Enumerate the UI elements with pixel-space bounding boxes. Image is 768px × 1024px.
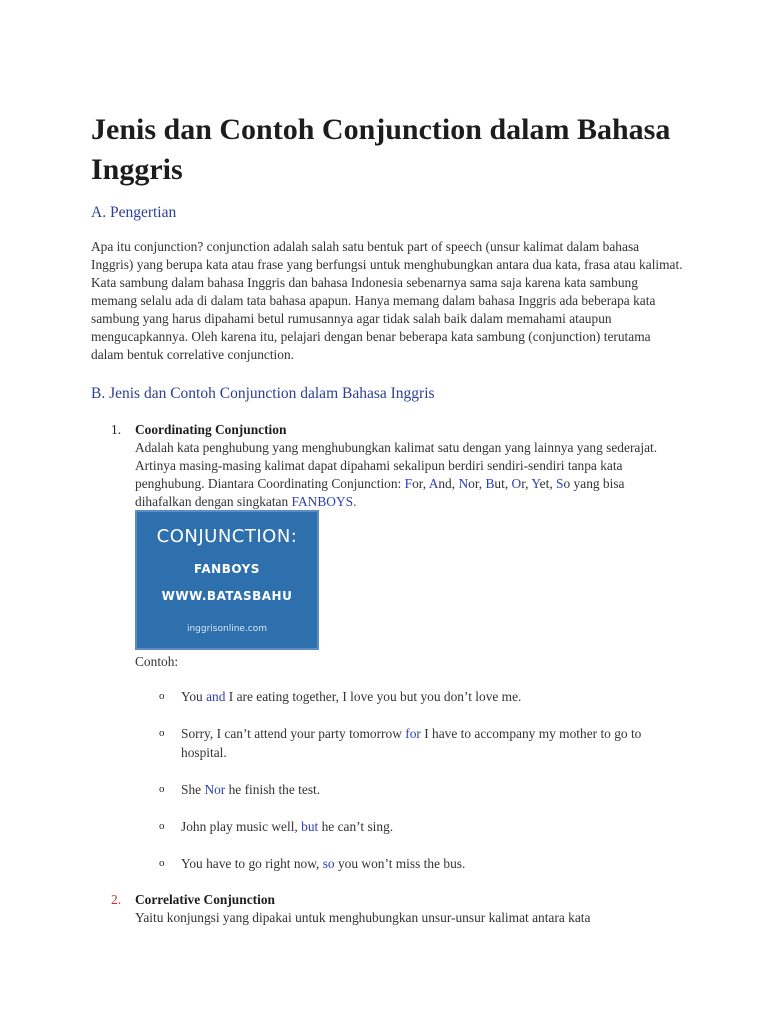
fanboys-word	[458, 476, 478, 491]
fanboys-initial: B	[485, 476, 495, 491]
item-text-coordinating: Adalah kata penghubung yang menghubungkan kalimat satu dengan yang lainnya yang sederajat. Artinya masing-masing kalimat dapat dipahami sekalipun berdiri sendiri-sendiri tanpa kata penghubung. Diantara Coordinating Conjunction: For, And, Nor, But, Or, Yet, So yang bisa dihafalkan dengan singkatan FANBOYS.	[135, 440, 658, 509]
example-text: John play music well,	[181, 819, 302, 834]
item-title-coordinating: Coordinating Conjunction	[135, 422, 287, 437]
example-conjunction: Nor	[204, 782, 226, 797]
item-text-correlative: Yaitu konjungsi yang dipakai untuk menghubungkan unsur-unsur kalimat antara kata	[135, 910, 591, 925]
example-text: he finish the test.	[225, 782, 321, 797]
image-line-fanboys: FANBOYS	[194, 562, 260, 576]
image-line-title: CONJUNCTION:	[156, 526, 298, 547]
list-number: 1.	[111, 422, 122, 437]
fanboys-word	[429, 476, 452, 491]
example-text: I are eating together, I love you but you don’t love me.	[225, 689, 522, 704]
fanboys-rest: et	[539, 476, 550, 491]
fanboys-initial: A	[428, 476, 439, 491]
fanboys-word	[556, 476, 570, 491]
fanboys-rest: r	[521, 476, 526, 491]
fanboys-rest: nd	[438, 476, 452, 491]
intro-text: Adalah kata penghubung yang menghubungkan kalimat satu dengan yang lainnya yang sederajat. Artinya masing-masing kalimat dapat dipahami sekalipun berdiri sendiri-sendiri tanpa kata penghubung. Diantara Coordinating Conjunction:	[135, 440, 658, 491]
fanboys-initial: N	[458, 476, 469, 491]
example-conjunction: and	[206, 689, 226, 704]
example-text: he can’t sing.	[318, 819, 394, 834]
fanboys-initial: O	[511, 476, 522, 491]
fanboys-word	[405, 476, 423, 491]
example-item	[181, 854, 676, 873]
example-text: Sorry, I can’t attend your party tomorrow	[181, 726, 406, 741]
item-title-correlative: Correlative Conjunction	[135, 892, 275, 907]
section-b-heading: B. Jenis dan Contoh Conjunction dalam Bahasa Inggris	[91, 385, 435, 402]
bullet: o	[159, 857, 165, 869]
example-text: She	[181, 782, 205, 797]
section-a-paragraph: Apa itu conjunction? conjunction adalah salah satu bentuk part of speech (unsur kalimat dalam bahasa Inggris) yang berupa kata atau frase yang berfungsi untuk menghubungkan antara dua kata, frasa atau kalimat. Kata sambung dalam bahasa Inggris dan bahasa Indonesia sebenarnya sama saja karena kata sambung memang selalu ada di dalam tata bahasa apapun. Hanya memang dalam bahasa Inggris ada beberapa kata sambung yang harus dipahami betul rumusannya agar tidak salah baik dalam memahami ataupun mengucapkannya. Oleh karena itu, pelajari dengan benar beberapa kata sambung (conjunction) terutama dalam bentuk correlative conjunction.	[91, 239, 683, 362]
section-a-heading: A. Pengertian	[91, 204, 177, 221]
bullet: o	[159, 783, 165, 795]
bullet: o	[159, 727, 165, 739]
fanboys-rest: or	[412, 476, 423, 491]
fanboys-rest: or	[468, 476, 479, 491]
fanboys-image	[135, 510, 319, 650]
list-number: 2.	[111, 892, 122, 907]
page-title: Jenis dan Contoh Conjunction dalam Bahasa Inggris	[91, 113, 671, 186]
example-item	[181, 780, 676, 799]
example-conjunction: so	[322, 856, 335, 871]
image-line-site: WWW.BATASBAHU	[161, 589, 293, 603]
image-line-watermark: inggrisonline.com	[186, 624, 268, 634]
example-text: You	[181, 689, 207, 704]
example-item	[181, 687, 676, 706]
fanboys-list: For, And, Nor, But, Or, Yet, So	[404, 476, 571, 491]
example-conjunction: but	[301, 819, 319, 834]
example-text: You have to go right now,	[181, 856, 323, 871]
bullet: o	[159, 820, 165, 832]
fanboys-word	[531, 476, 549, 491]
fanboys-initial: F	[404, 476, 413, 491]
fanboys-acronym: FANBOYS	[291, 494, 354, 509]
example-text: I have to accompany my mother to go to hospital.	[181, 726, 642, 760]
bullet: o	[159, 690, 165, 702]
example-item	[181, 724, 676, 762]
fanboys-word	[512, 476, 526, 491]
tail-text: yang bisa dihafalkan dengan singkatan	[135, 476, 625, 509]
fanboys-word	[485, 476, 504, 491]
example-item	[181, 817, 676, 836]
fanboys-rest: o	[563, 476, 571, 491]
examples-label: Contoh:	[135, 654, 179, 669]
fanboys-rest: ut	[494, 476, 505, 491]
fanboys-initial: Y	[531, 476, 540, 491]
example-text: you won’t miss the bus.	[334, 856, 466, 871]
example-conjunction: for	[405, 726, 421, 741]
fanboys-initial: S	[556, 476, 564, 491]
